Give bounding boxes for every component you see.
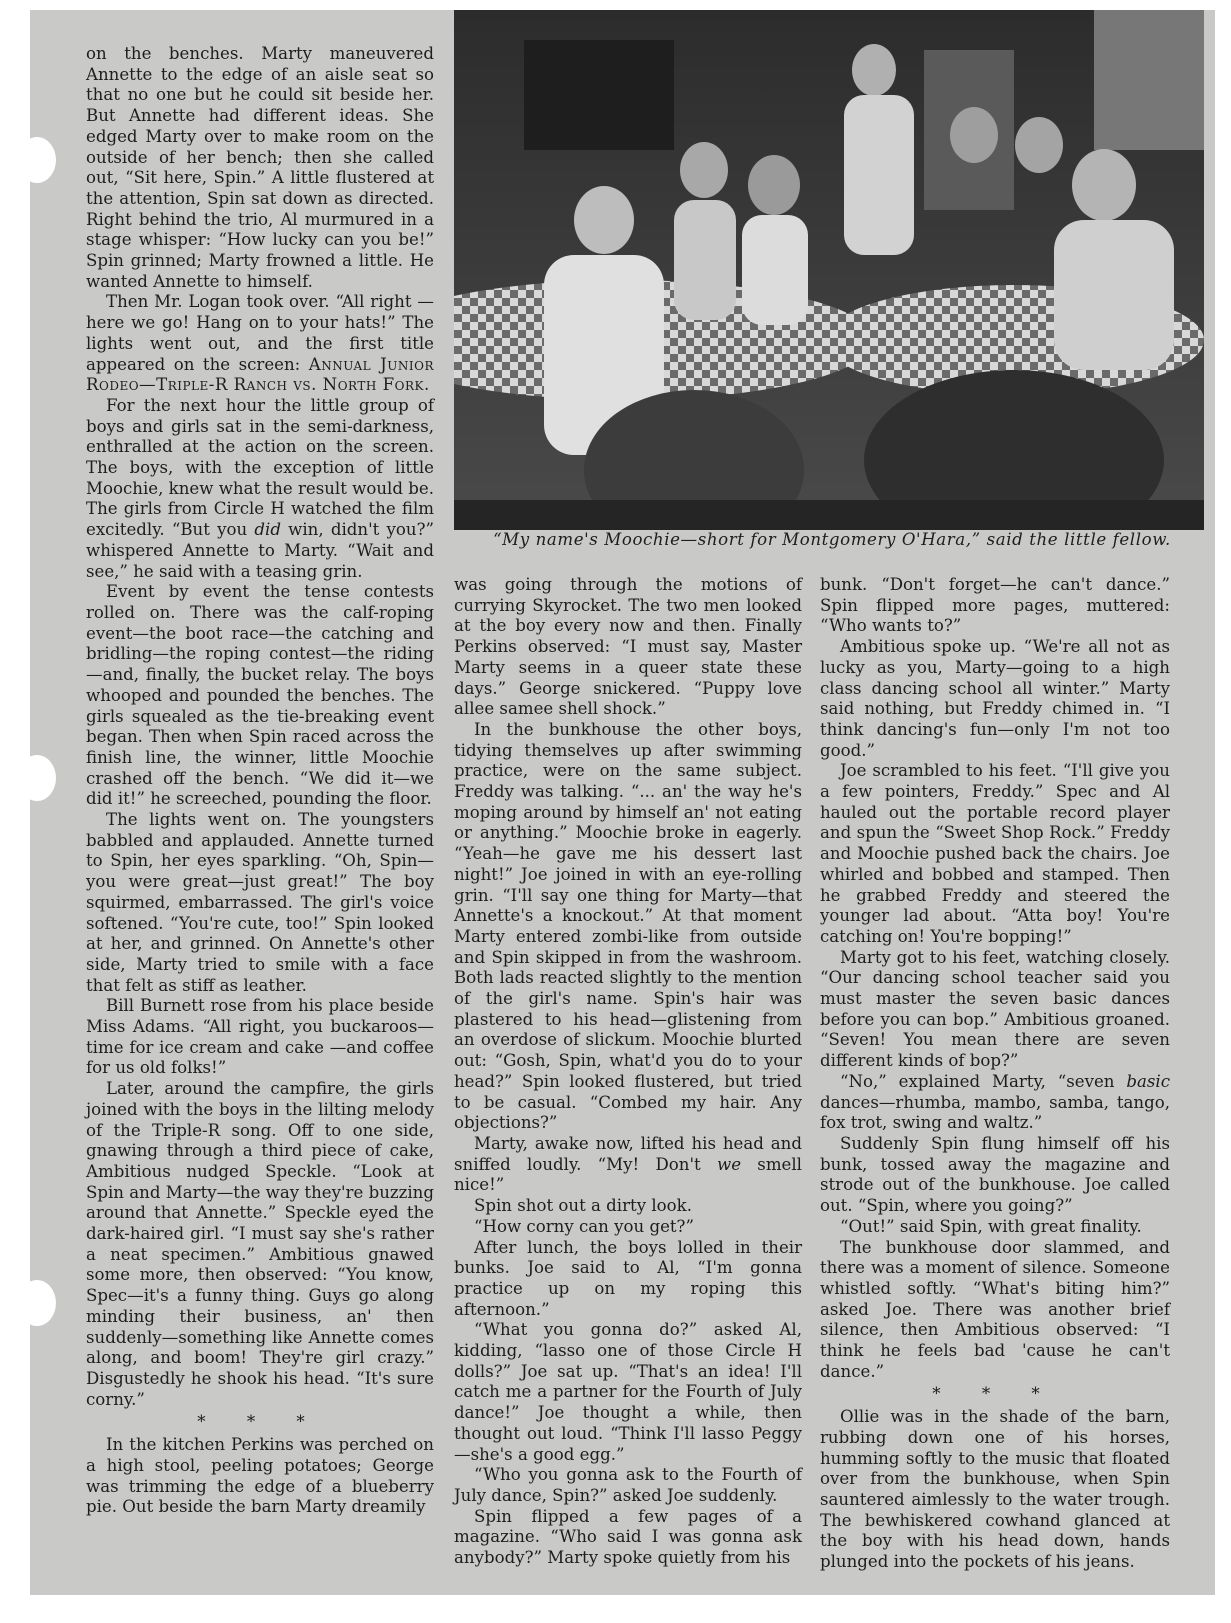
paragraph: “No,” explained Marty, “seven basic dances—rhumba, mambo, samba, tango, fox trot, swing and waltz.” — [820, 1071, 1170, 1133]
text-column-1 — [86, 44, 434, 1518]
paragraph: bunk. “Don't forget—he can't dance.” Spin flipped more pages, muttered: “Who wants to?” — [820, 575, 1170, 636]
paragraph: Later, around the campfire, the girls joined with the boys in the lilting melody of the Triple-R song. Off to one side, gnawing through a third piece of cake, Ambitious nudged Speckle. “Look at Spin and Marty—the way they're buzzing around that Annette.” Speckle eyed the dark-haired girl. “I must say she's rather a neat specimen.” Ambitious gnawed some more, then observed: “You know, Spec—it's a funny thing. Guys go along minding their business, an' then suddenly—something like Annette comes along, and boom! They're girl crazy.” Disgustedly he shook his head. “It's sure corny.” — [86, 1079, 434, 1409]
section-break: * * * — [197, 1412, 323, 1432]
paragraph: “What you gonna do?” asked Al, kidding, “lasso one of those Circle H dolls?” Joe sat up. “That's an idea! I'll catch me a partner for the Fourth of July dance!” Joe thought a while, then thought out loud. “Think I'll lasso Peggy—she's a good egg.” — [454, 1320, 802, 1464]
paragraph: was going through the motions of currying Skyrocket. The two men looked at the boy every now and then. Finally Perkins observed: “I must say, Master Marty seems in a queer state these days.” George snickered. “Puppy love allee samee shell shock.” — [454, 575, 802, 719]
paragraph: Spin flipped a few pages of a magazine. “Who said I was gonna ask anybody?” Marty spoke quietly from his — [454, 1506, 802, 1568]
paragraph: Ambitious spoke up. “We're all not as lucky as you, Marty—going to a high class dancing school all winter.” Marty said nothing, but Freddy chimed in. “I think dancing's fun—only I'm not too good.” — [820, 637, 1170, 760]
paragraph: Then Mr. Logan took over. “All right —here we go! Hang on to your hats!” The lights went out, and the first title appeared on the screen: Annual Junior Rodeo—Triple-R Ranch vs. North Fork. — [86, 292, 434, 395]
photo-caption: “My name's Moochie—short for Montgomery O'Hara,” said the little fellow. — [493, 530, 1171, 549]
binder-hole-middle — [18, 755, 56, 801]
paragraph: After lunch, the boys lolled in their bunks. Joe said to Al, “I'm gonna practice up on my roping this afternoon.” — [454, 1237, 802, 1319]
paragraph: Spin shot out a dirty look. — [474, 1196, 692, 1216]
paragraph: The bunkhouse door slammed, and there was a moment of silence. Someone whistled softly. “What's biting him?” asked Joe. There was another brief silence, then Ambitious observed: “I think he feels bad 'cause he can't dance.” — [820, 1237, 1170, 1381]
text-column-2 — [454, 575, 802, 1569]
text-column-3 — [820, 575, 1170, 1573]
binder-hole-top — [18, 137, 56, 183]
paragraph: Suddenly Spin flung himself off his bunk, tossed away the magazine and strode out of the bunkhouse. Joe called out. “Spin, where you going?” — [820, 1133, 1170, 1216]
paragraph: Event by event the tense contests rolled on. There was the calf-roping event—the boot race—the catching and bridling—the roping contest—the riding —and, finally, the bucket relay. The boys whooped and pounded the benches. The girls squealed as the tie-breaking event began. Then when Spin raced across the finish line, the winner, little Moochie crashed off the bench. “We did it—we did it!” he screeched, pounding the floor. — [86, 582, 434, 809]
paragraph: The lights went on. The youngsters babbled and applauded. Annette turned to Spin, her eyes sparkling. “Oh, Spin— you were great—just great!” The boy squirmed, embarrassed. The girl's voice softened. “You're cute, too!” Spin looked at her, and grinned. On Annette's other side, Marty tried to smile with a face that felt as stiff as leather. — [86, 810, 434, 995]
paragraph: Ollie was in the shade of the barn, rubbing down one of his horses, humming softly to the music that floated over from the bunkhouse, when Spin sauntered aimlessly to the water trough. The bewhiskered cowhand glanced at the boy with his head down, hands plunged into the pockets of his jeans. — [820, 1407, 1170, 1572]
paragraph: “How corny can you get?” — [474, 1216, 694, 1236]
binder-hole-bottom — [18, 1280, 56, 1326]
paragraph: Marty, awake now, lifted his head and sniffed loudly. “My! Don't we smell nice!” — [454, 1133, 802, 1195]
paragraph: In the bunkhouse the other boys, tidying themselves up after swimming practice, were on the same subject. Freddy was talking. “... an' the way he's moping around by himself an' not eating or anything.” Moochie broke in eagerly. “Yeah—he gave me his dessert last night!” Joe joined in with an eye-rolling grin. “I'll say one thing for Marty—that Annette's a knockout.” At that moment Marty entered zombi-like from outside and Spin skipped in from the washroom. Both lads reacted slightly to the mention of the girl's name. Spin's hair was plastered to his head—glistening from an overdose of slickum. Moochie blurted out: “Gosh, Spin, what'd you do to your head?” Spin looked flustered, but tried to be casual. “Combed my hair. Any objections?” — [454, 719, 802, 1133]
section-break: * * * — [932, 1384, 1058, 1404]
paragraph: “Out!” said Spin, with great finality. — [840, 1216, 1142, 1236]
film-title: Annual Junior Rodeo—Triple-R Ranch vs. North Fork. — [86, 354, 434, 395]
paragraph: on the benches. Marty maneuvered Annette to the edge of an aisle seat so that no one but he could sit beside her. But Annette had different ideas. She edged Marty over to make room on the outside of her bench; then she called out, “Sit here, Spin.” A little flustered at the attention, Spin sat down as directed. Right behind the trio, Al murmured in a stage whisper: “How lucky can you be!” Spin grinned; Marty frowned a little. He wanted Annette to himself. — [86, 44, 434, 291]
paragraph: “Who you gonna ask to the Fourth of July dance, Spin?” asked Joe suddenly. — [454, 1465, 802, 1505]
paragraph: For the next hour the little group of boys and girls sat in the semi-darkness, enthralled at the action on the screen. The boys, with the exception of little Moochie, knew what the result would be. The girls from Circle H watched the film excitedly. “But you did win, didn't you?” whispered Annette to Marty. “Wait and see,” he said with a teasing grin. — [86, 395, 434, 581]
paragraph: Joe scrambled to his feet. “I'll give you a few pointers, Freddy.” Spec and Al hauled out the portable record player and spun the “Sweet Shop Rock.” Freddy and Moochie pushed back the chairs. Joe whirled and bobbed and stamped. Then he grabbed Freddy and steered the younger lad about. “Atta boy! You're catching on! You're bopping!” — [820, 761, 1170, 946]
photo-boys-at-dining-table — [454, 10, 1204, 530]
paragraph: Marty got to his feet, watching closely. “Our dancing school teacher said you must master the seven basic dances before you can bop.” Ambitious groaned. “Seven! You mean there are seven different kinds of bop?” — [820, 947, 1170, 1071]
paragraph: Bill Burnett rose from his place beside Miss Adams. “All right, you buckaroos—time for ice cream and cake —and coffee for us old folks!” — [86, 996, 434, 1078]
paragraph: In the kitchen Perkins was perched on a high stool, peeling potatoes; George was trimming the edge of a blueberry pie. Out beside the barn Marty dreamily — [86, 1435, 434, 1517]
